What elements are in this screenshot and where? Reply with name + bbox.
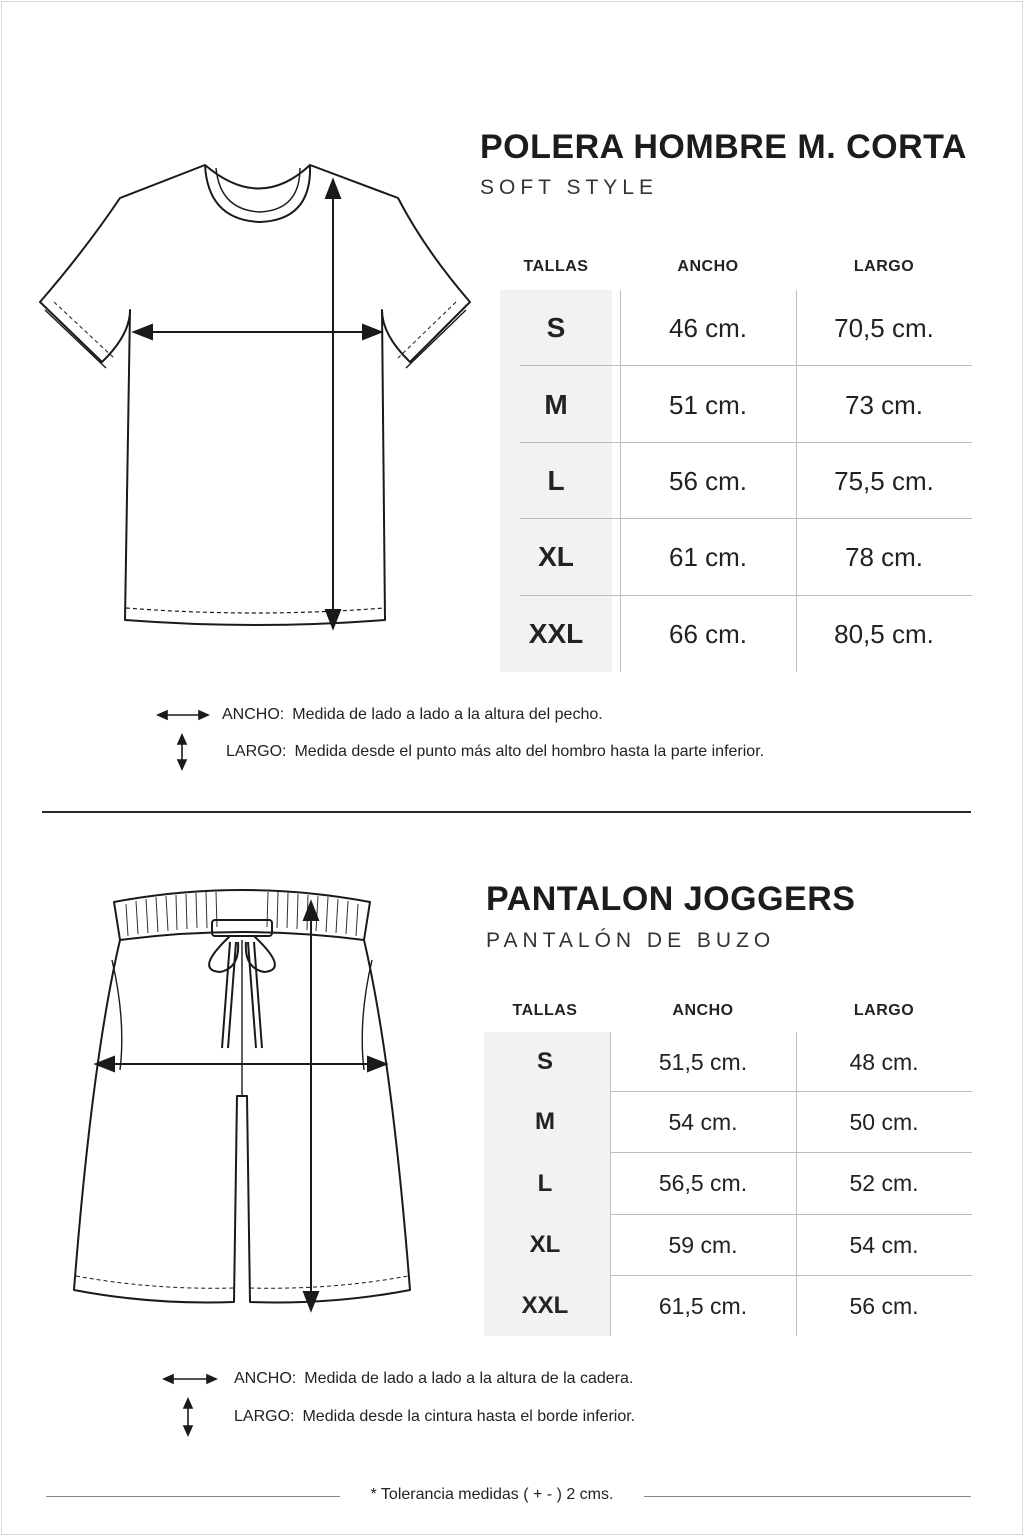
header-ancho: ANCHO: [672, 1002, 734, 1019]
table-row-largo: 52 cm.: [849, 1170, 919, 1196]
table-row-largo: 50 cm.: [849, 1108, 919, 1135]
horizontal-arrow-icon: [158, 708, 208, 722]
table-row-size: S: [546, 312, 566, 343]
table-row-size: M: [544, 389, 568, 420]
table-row-size: XXL: [521, 1292, 569, 1319]
table-row-ancho: 56,5 cm.: [658, 1170, 748, 1196]
horizontal-arrow-icon: [164, 1372, 216, 1386]
section-divider: [42, 811, 971, 813]
legend-term: ANCHO:: [234, 1370, 297, 1387]
header-ancho: ANCHO: [677, 258, 739, 275]
shirt-size-table: [500, 250, 972, 672]
table-row-largo: 70,5 cm.: [834, 312, 934, 343]
shirt-subtitle: SOFT STYLE: [480, 176, 658, 199]
header-tallas: TALLAS: [523, 258, 589, 275]
table-row-size: M: [535, 1108, 555, 1135]
tolerance-footnote: * Tolerancia medidas ( + - ) 2 cms.: [370, 1486, 614, 1503]
table-row-ancho: 61,5 cm.: [658, 1292, 748, 1319]
table-row-largo: 80,5 cm.: [834, 618, 934, 649]
legend-term: ANCHO:: [222, 706, 285, 723]
vertical-arrow-icon: [158, 735, 208, 769]
table-row-ancho: 54 cm.: [668, 1108, 738, 1135]
footnote-rule-right: [644, 1496, 971, 1497]
header-tallas: TALLAS: [512, 1002, 578, 1019]
header-largo: LARGO: [853, 258, 915, 275]
table-row-largo: 54 cm.: [849, 1231, 919, 1258]
legend-term: LARGO:: [234, 1408, 295, 1425]
table-row-largo: 56 cm.: [849, 1292, 919, 1319]
shorts-icon: [62, 880, 422, 1320]
pants-title: PANTALON JOGGERS: [486, 880, 856, 918]
table-row-ancho: 51 cm.: [668, 389, 748, 420]
table-row-ancho: 61 cm.: [668, 541, 748, 572]
table-row-ancho: 59 cm.: [668, 1231, 738, 1258]
tshirt-icon: [30, 150, 490, 650]
legend-description: Medida de lado a lado a la altura de la cadera.: [304, 1370, 634, 1387]
table-row-size: S: [536, 1048, 553, 1075]
pants-legend-largo: [164, 1399, 635, 1435]
pants-legend-ancho: [164, 1370, 633, 1388]
table-row-ancho: 56 cm.: [668, 465, 748, 496]
shirt-legend-largo: [158, 735, 764, 769]
table-row-size: XL: [538, 541, 574, 572]
table-row-largo: 48 cm.: [849, 1048, 919, 1075]
table-row-size: XXL: [528, 618, 584, 649]
legend-description: Medida desde la cintura hasta el borde inferior.: [302, 1408, 636, 1425]
table-row-largo: 78 cm.: [844, 541, 924, 572]
legend-term: LARGO:: [226, 743, 287, 760]
table-row-size: XL: [529, 1231, 561, 1258]
legend-description: Medida de lado a lado a la altura del pecho.: [292, 706, 603, 723]
table-row-ancho: 46 cm.: [668, 312, 748, 343]
table-row-largo: 75,5 cm.: [834, 465, 934, 496]
footnote-rule-left: [46, 1496, 340, 1497]
header-largo: LARGO: [853, 1002, 915, 1019]
pants-size-table: [484, 994, 972, 1336]
shirt-legend-ancho: [158, 706, 603, 724]
table-row-ancho: 66 cm.: [668, 618, 748, 649]
pants-subtitle: PANTALÓN DE BUZO: [486, 929, 776, 952]
table-row-size: L: [547, 465, 565, 496]
table-row-ancho: 51,5 cm.: [658, 1048, 748, 1075]
vertical-arrow-icon: [164, 1399, 216, 1435]
legend-description: Medida desde el punto más alto del hombro hasta la parte inferior.: [294, 743, 765, 760]
shirt-title: POLERA HOMBRE M. CORTA: [480, 128, 967, 166]
table-row-largo: 73 cm.: [844, 389, 924, 420]
table-row-size: L: [537, 1169, 553, 1197]
